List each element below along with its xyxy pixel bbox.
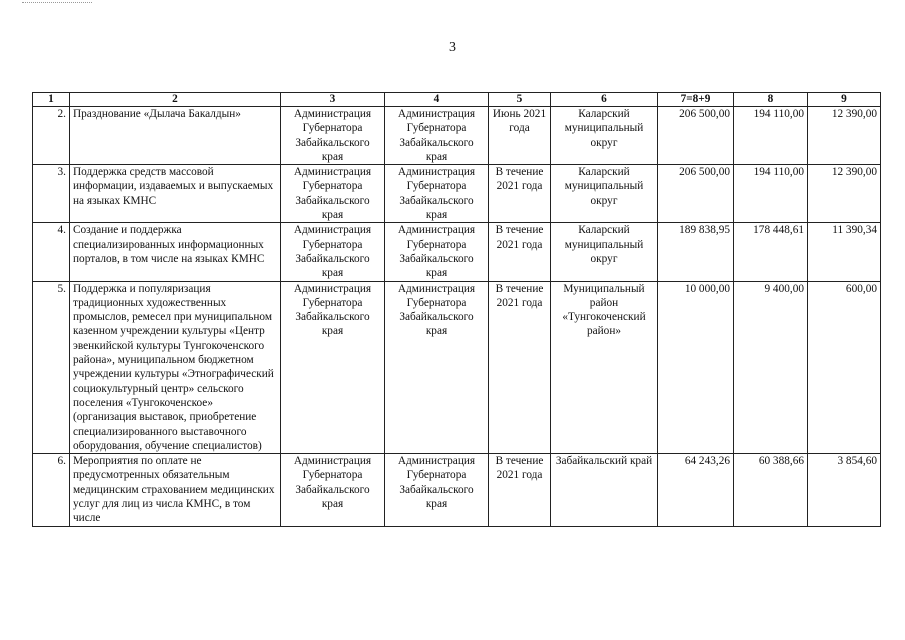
amount-col8: 178 448,61 bbox=[734, 223, 808, 281]
amount-col8: 9 400,00 bbox=[734, 281, 808, 454]
row-number: 3. bbox=[33, 165, 70, 223]
header-col-1: 1 bbox=[33, 93, 70, 107]
recipient: Администрация Губернатора Забайкальского края bbox=[385, 223, 489, 281]
territory: Каларский муниципальный округ bbox=[551, 165, 658, 223]
header-col-6: 6 bbox=[551, 93, 658, 107]
territory: Каларский муниципальный округ bbox=[551, 223, 658, 281]
executor: Администрация Губернатора Забайкальского края bbox=[281, 107, 385, 165]
territory: Муниципальный район «Тунгокоченский район» bbox=[551, 281, 658, 454]
amount-col9: 600,00 bbox=[808, 281, 881, 454]
total-amount: 189 838,95 bbox=[658, 223, 734, 281]
amount-col9: 12 390,00 bbox=[808, 165, 881, 223]
total-amount: 206 500,00 bbox=[658, 165, 734, 223]
measure-name: Поддержка средств массовой информации, издаваемых и выпускаемых на языках КМНС bbox=[70, 165, 281, 223]
measure-name: Создание и поддержка специализированных информационных порталов, в том числе на языках КМНС bbox=[70, 223, 281, 281]
header-row bbox=[33, 93, 881, 107]
period: В течение 2021 года bbox=[489, 223, 551, 281]
total-amount: 10 000,00 bbox=[658, 281, 734, 454]
row-number: 5. bbox=[33, 281, 70, 454]
executor: Администрация Губернатора Забайкальского края bbox=[281, 454, 385, 526]
measures-table bbox=[32, 92, 881, 527]
header-col-9: 9 bbox=[808, 93, 881, 107]
total-amount: 206 500,00 bbox=[658, 107, 734, 165]
period: В течение 2021 года bbox=[489, 281, 551, 454]
amount-col8: 60 388,66 bbox=[734, 454, 808, 526]
header-col-5: 5 bbox=[489, 93, 551, 107]
measure-name: Празднование «Дылача Бакалдын» bbox=[70, 107, 281, 165]
measure-name: Мероприятия по оплате не предусмотренных обязательным медицинским страхованием медицинских услуг для лиц из числа КМНС, в том числе bbox=[70, 454, 281, 526]
header-col-8: 8 bbox=[734, 93, 808, 107]
total-amount: 64 243,26 bbox=[658, 454, 734, 526]
amount-col9: 11 390,34 bbox=[808, 223, 881, 281]
header-col-2: 2 bbox=[70, 93, 281, 107]
table-row bbox=[33, 281, 881, 454]
executor: Администрация Губернатора Забайкальского края bbox=[281, 281, 385, 454]
table-row bbox=[33, 165, 881, 223]
territory: Каларский муниципальный округ bbox=[551, 107, 658, 165]
recipient: Администрация Губернатора Забайкальского края bbox=[385, 165, 489, 223]
row-number: 2. bbox=[33, 107, 70, 165]
amount-col9: 12 390,00 bbox=[808, 107, 881, 165]
period: В течение 2021 года bbox=[489, 454, 551, 526]
executor: Администрация Губернатора Забайкальского края bbox=[281, 165, 385, 223]
amount-col8: 194 110,00 bbox=[734, 165, 808, 223]
table-row bbox=[33, 223, 881, 281]
header-col-7: 7=8+9 bbox=[658, 93, 734, 107]
table-row bbox=[33, 454, 881, 526]
table-row bbox=[33, 107, 881, 165]
amount-col8: 194 110,00 bbox=[734, 107, 808, 165]
period: Июнь 2021 года bbox=[489, 107, 551, 165]
row-number: 6. bbox=[33, 454, 70, 526]
row-number: 4. bbox=[33, 223, 70, 281]
territory: Забайкальский край bbox=[551, 454, 658, 526]
recipient: Администрация Губернатора Забайкальского края bbox=[385, 281, 489, 454]
scan-artifact bbox=[22, 2, 92, 7]
recipient: Администрация Губернатора Забайкальского края bbox=[385, 454, 489, 526]
measure-name: Поддержка и популяризация традиционных художественных промыслов, ремесел при муниципальном казенном учреждении культуры «Центр эвенкийской культуры Тунгокоченского района», муниципальном бюджетном учреждении культуры «Этнографический социокультурный центр» сельского поселения «Тунгокоченское» (организация выставок, приобретение специализированного выставочного оборудования, обучение специалистов) bbox=[70, 281, 281, 454]
page-number: 3 bbox=[449, 40, 456, 55]
executor: Администрация Губернатора Забайкальского края bbox=[281, 223, 385, 281]
amount-col9: 3 854,60 bbox=[808, 454, 881, 526]
recipient: Администрация Губернатора Забайкальского края bbox=[385, 107, 489, 165]
period: В течение 2021 года bbox=[489, 165, 551, 223]
header-col-4: 4 bbox=[385, 93, 489, 107]
header-col-3: 3 bbox=[281, 93, 385, 107]
